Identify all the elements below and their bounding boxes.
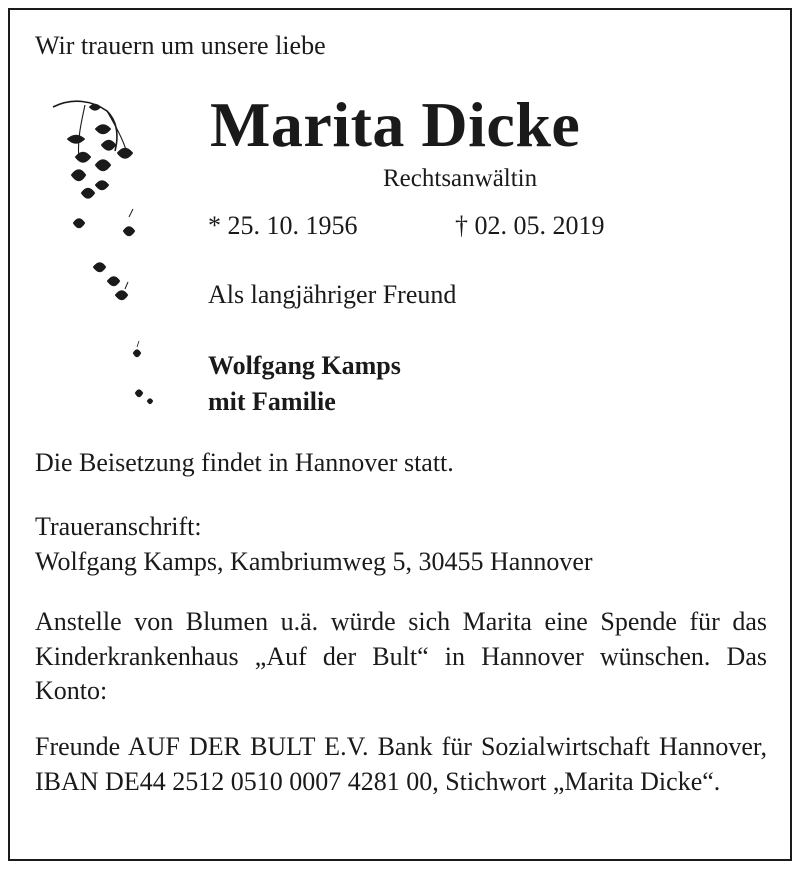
bank-account: Freunde AUF DER BULT E.V. Bank für Sozialwirtschaft Hannover, IBAN DE44 2512 0510 0007 4281 00, Stichwort „Marita Dicke“. [35, 732, 767, 796]
donation-request: Anstelle von Blumen u.ä. würde sich Marita eine Spende für das Kinderkrankenhaus „Auf der Bult“ in Hannover wünschen. Das Konto: [35, 607, 767, 705]
intro-line: Wir trauern um unsere liebe [35, 31, 326, 60]
deceased-name: Marita Dicke [210, 89, 581, 160]
death-date: † 02. 05. 2019 [455, 211, 605, 240]
profession: Rechtsanwältin [383, 165, 538, 192]
address-label: Traueranschrift: [35, 512, 202, 541]
mourning-address: Wolfgang Kamps, Kambriumweg 5, 30455 Hannover [35, 547, 593, 576]
burial-info: Die Beisetzung findet in Hannover statt. [35, 448, 454, 477]
relation-line: Als langjähriger Freund [208, 280, 457, 309]
birth-date: * 25. 10. 1956 [208, 211, 358, 240]
birch-branch-icon [45, 95, 155, 425]
signer-name: Wolfgang Kamps [208, 351, 401, 380]
signer-family: mit Familie [208, 387, 336, 416]
